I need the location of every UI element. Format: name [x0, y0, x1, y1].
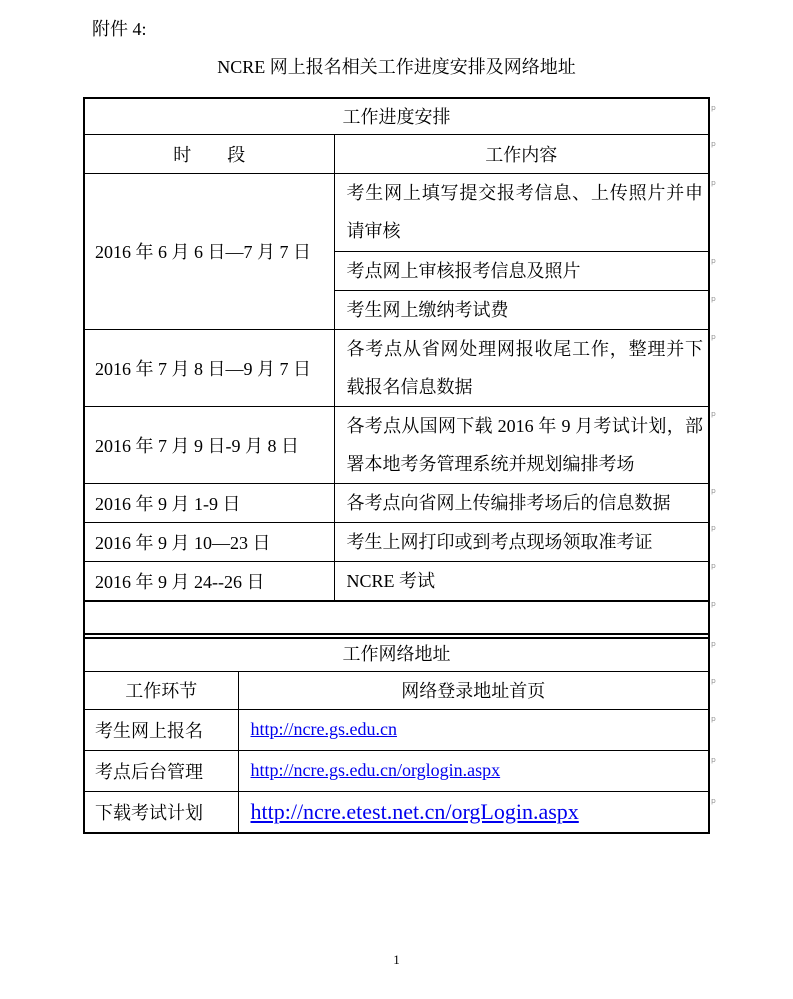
paragraph-mark-icon: ₚ	[711, 710, 717, 724]
paragraph-mark-icon: ₚ	[711, 792, 717, 806]
step-cell: 考生网上报名	[84, 709, 238, 750]
exam-plan-download-link[interactable]: http://ncre.etest.net.cn/orgLogin.aspx	[250, 798, 579, 824]
page-title: NCRE 网上报名相关工作进度安排及网络地址	[217, 57, 576, 77]
paragraph-mark-icon: ₚ	[711, 751, 717, 765]
column-header-address: 网络登录地址首页	[238, 671, 709, 709]
paragraph-mark-icon: ₚ	[711, 252, 717, 266]
task-cell: 各考点从国网下载 2016 年 9 月考试计划，部署本地考务管理系统并规划编排考场	[334, 406, 709, 483]
period-cell: 2016 年 6 月 6 日—7 月 7 日	[84, 173, 334, 329]
step-cell: 下载考试计划	[84, 791, 238, 833]
address-table	[83, 633, 710, 834]
paragraph-mark-icon: ₚ	[711, 405, 717, 419]
paragraph-mark-icon: ₚ	[711, 519, 717, 533]
paragraph-mark-icon: ₚ	[711, 672, 717, 686]
paragraph-mark-icon: ₚ	[711, 135, 717, 149]
period-cell: 2016 年 9 月 1-9 日	[84, 483, 334, 522]
schedule-table	[83, 97, 710, 639]
column-header-period: 时 段	[84, 134, 334, 173]
url-cell	[238, 709, 709, 750]
page-number: 1	[393, 952, 400, 967]
schedule-table-title: 工作进度安排	[84, 98, 709, 134]
task-cell: 考生网上填写提交报考信息、上传照片并申请审核	[334, 173, 709, 251]
task-cell: NCRE 考试	[334, 561, 709, 601]
period-cell: 2016 年 7 月 8 日—9 月 7 日	[84, 329, 334, 406]
period-cell: 2016 年 9 月 24--26 日	[84, 561, 334, 601]
step-cell: 考点后台管理	[84, 750, 238, 791]
task-cell: 考点网上审核报考信息及照片	[334, 251, 709, 290]
paragraph-mark-icon: ₚ	[711, 595, 717, 609]
paragraph-mark-icon: ₚ	[711, 482, 717, 496]
paragraph-mark-icon: ₚ	[711, 557, 717, 571]
paragraph-mark-icon: ₚ	[711, 290, 717, 304]
url-cell	[238, 791, 709, 833]
url-cell	[238, 750, 709, 791]
empty-row	[84, 601, 709, 638]
task-cell: 各考点从省网处理网报收尾工作，整理并下载报名信息数据	[334, 329, 709, 406]
period-cell: 2016 年 9 月 10—23 日	[84, 522, 334, 561]
column-header-content: 工作内容	[334, 134, 709, 173]
address-table-title: 工作网络地址	[84, 634, 709, 671]
paragraph-mark-icon: ₚ	[711, 99, 717, 113]
task-cell: 各考点向省网上传编排考场后的信息数据	[334, 483, 709, 522]
task-cell: 考生上网打印或到考点现场领取准考证	[334, 522, 709, 561]
paragraph-mark-icon: ₚ	[711, 174, 717, 188]
column-header-step: 工作环节	[84, 671, 238, 709]
attachment-label: 附件 4:	[92, 19, 147, 39]
period-cell: 2016 年 7 月 9 日-9 月 8 日	[84, 406, 334, 483]
paragraph-mark-icon: ₚ	[711, 328, 717, 342]
paragraph-mark-icon: ₚ	[711, 635, 717, 649]
task-cell: 考生网上缴纳考试费	[334, 290, 709, 329]
candidate-registration-link[interactable]: http://ncre.gs.edu.cn	[250, 719, 397, 739]
site-admin-link[interactable]: http://ncre.gs.edu.cn/orglogin.aspx	[250, 760, 501, 780]
